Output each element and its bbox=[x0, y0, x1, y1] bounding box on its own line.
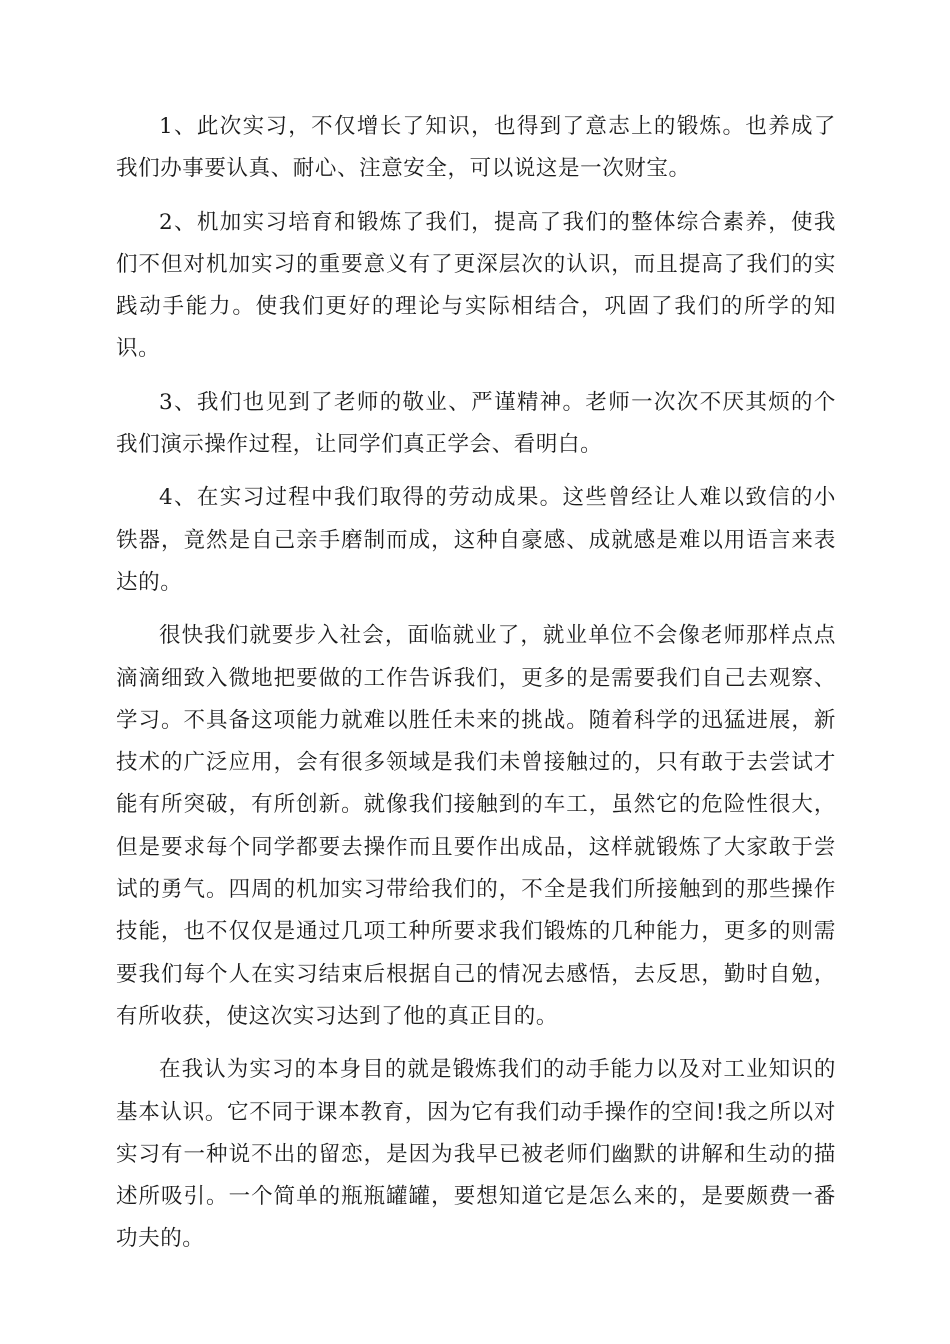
paragraph-5: 很快我们就要步入社会，面临就业了，就业单位不会像老师那样点点滴滴细致入微地把要做的工作告诉我们，更多的是需要我们自己去观察、学习。不具备这项能力就难以胜任未来的挑战。随着科学的迅猛进展，新技术的广泛应用，会有很多领域是我们未曾接触过的，只有敢于去尝试才能有所突破，有所创新。就像我们接触到的车工，虽然它的危险性很大，但是要求每个同学都要去操作而且要作出成品，这样就锻炼了大家敢于尝试的勇气。四周的机加实习带给我们的，不全是我们所接触到的那些操作技能，也不仅仅是通过几项工种所要求我们锻炼的几种能力，更多的则需要我们每个人在实习结束后根据自己的情况去感悟，去反思，勤时自勉，有所收获，使这次实习达到了他的真正目的。 bbox=[116, 623, 836, 1029]
document-body bbox=[116, 106, 836, 1272]
paragraph-2: 2、机加实习培育和锻炼了我们，提高了我们的整体综合素养，使我们不但对机加实习的重要意义有了更深层次的认识，而且提高了我们的实践动手能力。使我们更好的理论与实际相结合，巩固了我们的所学的知识。 bbox=[116, 209, 836, 362]
paragraph-6: 在我认为实习的本身目的就是锻炼我们的动手能力以及对工业知识的基本认识。它不同于课本教育，因为它有我们动手操作的空间!我之所以对实习有一种说不出的留恋，是因为我早已被老师们幽默的讲解和生动的描述所吸引。一个简单的瓶瓶罐罐，要想知道它是怎么来的，是要颇费一番功夫的。 bbox=[116, 1057, 836, 1252]
paragraph-4: 4、在实习过程中我们取得的劳动成果。这些曾经让人难以致信的小铁器，竟然是自己亲手磨制而成，这种自豪感、成就感是难以用语言来表达的。 bbox=[116, 485, 836, 595]
paragraph-3: 3、我们也见到了老师的敬业、严谨精神。老师一次次不厌其烦的个我们演示操作过程，让同学们真正学会、看明白。 bbox=[116, 389, 836, 458]
paragraph-1: 1、此次实习，不仅增长了知识，也得到了意志上的锻炼。也养成了我们办事要认真、耐心、注意安全，可以说这是一次财宝。 bbox=[116, 114, 836, 182]
